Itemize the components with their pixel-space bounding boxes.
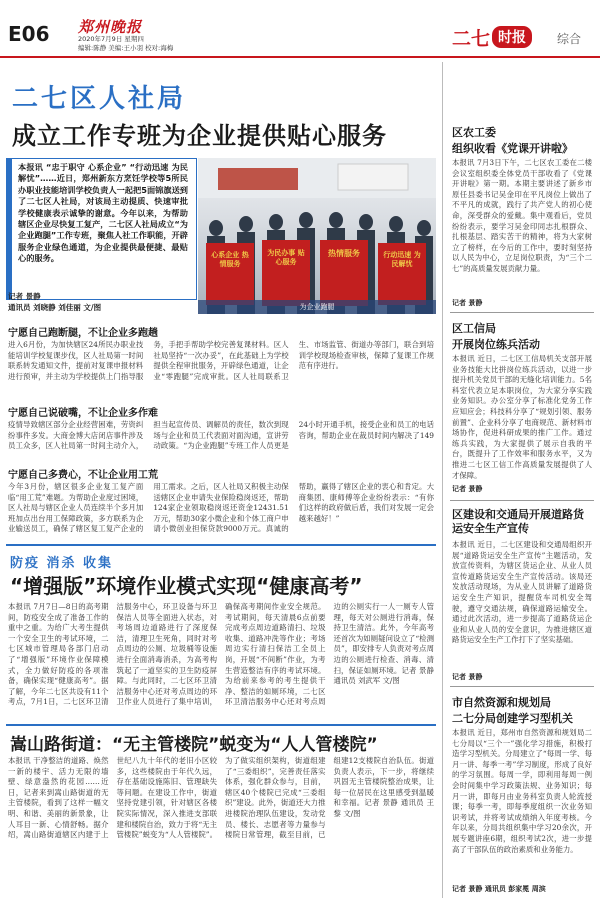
sidebar-divider-2 bbox=[450, 500, 594, 501]
issue-date: 2020年7月9日 星期四 bbox=[78, 35, 144, 43]
column-rule bbox=[442, 62, 443, 898]
sidebar-b-credit: 记者 景静 bbox=[452, 485, 483, 493]
photo-banner: 为企业跑腿 bbox=[198, 300, 436, 314]
section-divider-2 bbox=[6, 724, 436, 726]
sidebar-a-body: 本报讯 7月3日下午，二七区农工委在二楼会议室组织委全体党员干部收看了《党课开讲啦》第一期。本期主要讲述了新乡市原任县委书记吴金印在平凡岗位上做出了不平凡的成就，践行了共产党人的初心使命，深受群众的爱戴。集中观看后，党员纷纷表示，要学习吴金印同志扎根群众、扎根基层、踏实苦干的精神，将为大家树立了榜样，在今后的工作中，要时刻坚持以人民为中心，立足岗位职责，为“三个二七”的高质量发展贡献力量。 bbox=[452, 158, 592, 273]
sub3-heading: 宁愿自己多费心，不让企业用工荒 bbox=[8, 470, 158, 481]
pennant-3: 热情服务 bbox=[328, 248, 360, 258]
sub2-heading: 宁愿自己说破嘴，不让企业多作难 bbox=[8, 408, 158, 419]
column-title-b: 时报 bbox=[492, 26, 532, 48]
sidebar-c-title: 区建设和交通局开展道路货运安全生产宣传 bbox=[452, 508, 584, 535]
sub1-body: 进入6月份，为加快辖区24所民办职业技能培训学校复课步伐，区人社局第一时间联系转发通知文件，提前对复课申报材料进行预审，并主动为学校提供上门指导服务，手把手帮助学校完善复课材料。区人社局坚持“一次办妥”，在此基础上为学校提供全程审批服务，开辟绿色通道，让企业“零跑腿”完成审批。区人社局联系卫生、市场监管、街道办等部门，联合到培训学校现场检查审核，保障了复课工作规范有序进行。 bbox=[8, 340, 434, 381]
sidebar-c-credit: 记者 景静 bbox=[452, 673, 483, 681]
sidebar-d-body: 本报讯 近日，郑州市自然资源和规划局二七分局以“三个一”强化学习措施，积极打造学习型机关。分局建立了“每周一学、每月一讲、每季一考”学习制度，形成了良好的学习氛围。每周一学，即利用每周一例会时间集中学习政策法规、业务知识；每月一讲，即每月由业务科室负责人轮流授课；每季一考，即每季度组织一次业务知识考试，并将考试成绩纳入年度考核。今年以来，分局共组织集中学习20余次，开展专题讲座6期，组织考试2次，进一步提高了干部队伍的政治素质和业务能力。 bbox=[452, 728, 592, 854]
sidebar-a-title: 组织收看《党课开讲啦》 bbox=[452, 142, 573, 155]
newspaper-logo: 郑州晚报 bbox=[78, 18, 143, 36]
staff-credits: 编辑:陈静 美编:王小羽 校对:海梅 bbox=[78, 44, 174, 52]
sub1-heading: 宁愿自己跑断腿，不让企业多跑趟 bbox=[8, 328, 158, 339]
page-number: E06 bbox=[8, 22, 50, 46]
lead-credit-reporter: 记者 景静 bbox=[8, 292, 41, 301]
lead-kicker: 二七区人社局 bbox=[12, 84, 187, 114]
sidebar-a-credit: 记者 景静 bbox=[452, 299, 483, 307]
pennant-1: 心系企业 热情服务 bbox=[211, 250, 249, 268]
sub2-body: 疫情导致辖区部分企业经营困难，劳资纠纷事件多发。大商金博大店闭店事件涉及员工众多，区人社局第一时间主动介入，担当起宣传员、调解员的责任，数次到现场与企业和员工代表面对面沟通，宣讲劳动政策。“为企业跑腿”专班工作人员更是24小时开通手机，接受企业和员工的电话咨询，帮助企业在裁员时间内解决了149 bbox=[8, 420, 434, 451]
sidebar-d-credit: 记者 景静 通讯员 彭家冕 周滨 bbox=[452, 885, 546, 893]
sub3-body: 今年3月份，辖区很多企业复工复产面临“用工荒”难题。为帮助企业度过困境，区人社局与辖区企业人员连续半个多月加班加点出台用工保障政策，多方联系为企业输送员工，确保了辖区复工复产企业的用工需求。之后，区人社局又积极主动保送辖区企业申请失业保险稳岗返还，帮助124家企业领取稳岗返还资金12431.51万元，帮助30家小微企业和个体工商户申请小微创业担保贷款9000万元。真诚的帮助，赢得了辖区企业的衷心和肯定。大商集团、康师傅等企业纷纷表示：“有你们这样的政府做后盾，我们对发展一定会越来越好！” bbox=[8, 482, 434, 534]
story3-headline: 嵩山路街道：“无主管楼院”蜕变为“人人管楼院” bbox=[10, 735, 378, 755]
column-title-a: 二七 bbox=[452, 27, 491, 50]
sidebar-a-kicker: 区农工委 bbox=[452, 126, 496, 139]
story3-body: 本报讯 干净整洁的道路、焕然一新的楼宇、活力无限的墙壁、绿意盎然的花园……近日，记者来到嵩山路街道的无主管楼院，看到了这样一幅文明、和谐、美丽的新景象，让人耳目一新、心情舒畅。据介绍，嵩山路街道辖区内建于上世纪八九十年代的老旧小区较多，这些楼院由于年代久远，存在基础设施陈旧、管理缺失等问题。在建设工作中，街道坚持党建引领，针对辖区各楼院实际情况，深入推进支部联建和楼院自治，致力于将“无主管楼院”蜕变为“人人管楼院”。为了做实组织架构，街道组建了“三委组织”，完善责任落实体系，强化群众参与，目前，辖区40个楼院已完成“三委组织”建设。此外，街道还大力推进楼院治理队伍建设，发动党员、楼长、志愿者等力量参与楼院日常管理，截至目前，已组建12支楼院自治队伍。街道负责人表示，下一步，将继续巩固无主管楼院整治成果，让每一位居民在这里感受到温暖和幸福。记者 景静 通讯员 王黎 文/图 bbox=[8, 756, 434, 840]
story2-headline: “增强版”环境作业模式实现“健康高考” bbox=[10, 574, 363, 598]
pennant-4: 行动迅速 为民解忧 bbox=[383, 250, 421, 268]
sidebar-divider-1 bbox=[450, 312, 594, 313]
section-label: 综合 bbox=[557, 32, 582, 46]
masthead-rule bbox=[0, 56, 600, 58]
lead-headline: 成立工作专班为企业提供贴心服务 bbox=[12, 122, 387, 150]
sidebar-c-body: 本报讯 近日，二七区建设和交通局组织开展“道路货运安全生产宣传”主题活动，发放宣传资料，为辖区货运企业、从业人员宣传道路货运安全生产宣传活动。该局还发放活动现场，为从业人员讲解了道路货运安全生产知识，提醒货车司机安全驾驶，遵守交通法规，确保道路运输安全。通过此次活动，进一步提高了道路货运企业和从业人员的安全意识，为推进辖区道路货运安全生产工作打下了坚实基础。 bbox=[452, 540, 592, 645]
sidebar-d-kicker: 市自然资源和规划局 bbox=[452, 696, 551, 709]
sidebar-divider-3 bbox=[450, 686, 594, 687]
sidebar-b-body: 本报讯 近日，二七区工信局机关支部开展业务技能大比拼岗位练兵活动，以进一步提升机关党员干部的无缝化培训能力。5名科室代表立足本职岗位，为大家分享实践业务知识。办公室分享了标准化党务工作应知应会；科技科分享了“规划引领、服务前置”、企业科分享了电商规范、新材料市场协作，促进科研成果的推广工作。通过练兵实践，为大家提供了展示自我的平台，既提升了工作效率和服务水平，又为推进二七区工信工作高质量发展提供了人才保障。 bbox=[452, 354, 592, 480]
lead-photo bbox=[198, 158, 436, 314]
lead-intro: 本报讯 “忠于职守 心系企业” “行动迅速 为民解忧”……近日，郑州新东方烹饪学校等5所民办职业技能培训学校负责人一起把5面锦旗送到了二七区人社局，对该局主动提质、快速审批学校健康表示诚挚的谢意。今年以来，为帮助辖区企业尽快复工复产，二七区人社局成立“为企业跑腿”工作专班，聚焦人社工作职能，开辟服务企业绿色通道，为企业提供最便捷、最贴心的服务。 bbox=[18, 162, 188, 264]
section-divider-1 bbox=[6, 544, 436, 546]
story2-body: 本报讯 7月7日—8日的高考期间，防疫安全成了准备工作的重中之重。为给广大考生提供一个安全卫生的考试环境，二七区城市管理局各部门启动了“增强版”环境作业保障模式，全力做好防疫的各项准备，确保实现“健康高考”。据了解，今年二七区共设有11个考点，7月1日，二七区环卫清洁服务中心，环卫设备与环卫保洁人员等全面进入状态，对考场周边道路进行了深度保洁，清理卫生死角，同时对考点周边的公厕、垃圾桶等设施进行全面消毒消杀，为高考构筑起了一道坚实的卫生防疫屏障。与此同时，二七区环卫清洁服务中心还对考点周边的环卫作业人员进行了集中培训，确保高考期间作业安全规范。考试期间，每天清晨6点前要完成考点周边道路清扫、垃圾收集、道路冲洗等作业；考场周边实行清扫保洁工全员上岗，开展“不间断”作业，为考生营造整洁有序的考试环境。为给前来参考的考生提供干净、整洁的如厕环境，二七区环卫清洁服务中心还对考点周边的公厕实行一人一厕专人管理，每天对公厕进行消毒，保持卫生清洁。此外，今年高考还首次为如厕疑问设立了“检测员”，即安排专人负责对考点周边的公厕进行检查、消毒、清扫，保证如厕环境。记者 景静 通讯员 刘武军 文/图 bbox=[8, 602, 434, 707]
sidebar-d-title: 二七分局创建学习型机关 bbox=[452, 712, 573, 725]
sidebar-b-kicker: 区工信局 bbox=[452, 322, 496, 335]
sidebar-b-title: 开展岗位练兵活动 bbox=[452, 338, 540, 351]
story2-kicker: 防疫 消杀 收集 bbox=[10, 556, 114, 571]
lead-credit-correspondent: 通讯员 刘晓静 刘佳丽 文/图 bbox=[8, 303, 102, 312]
pennant-2: 为民办事 贴心服务 bbox=[267, 248, 305, 266]
column-title bbox=[452, 24, 532, 50]
group-photo-illustration bbox=[198, 158, 436, 314]
